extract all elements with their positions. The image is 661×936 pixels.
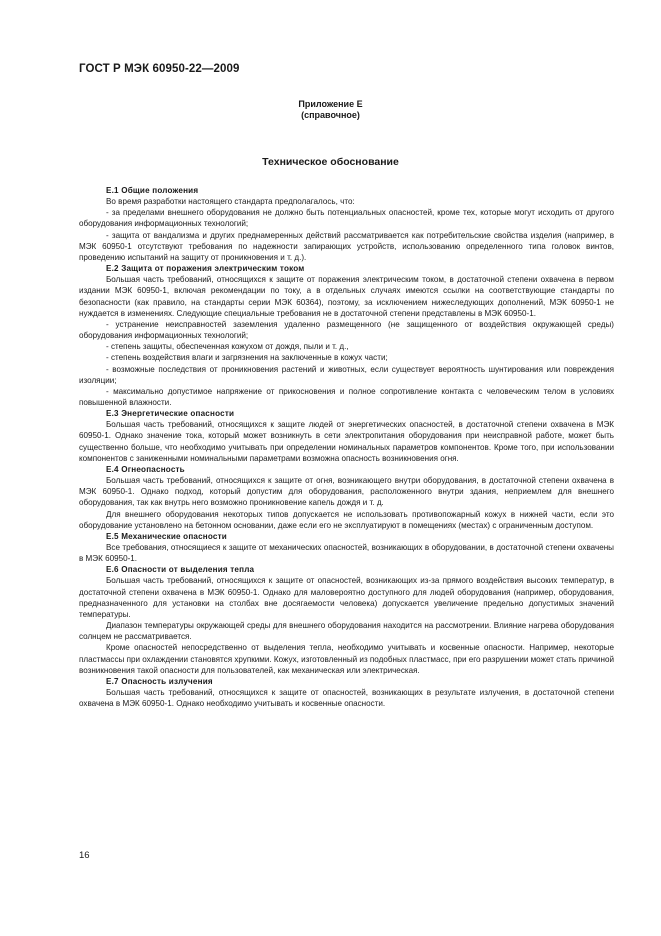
- annex-subtitle: (справочное): [301, 110, 360, 120]
- paragraph: Для внешнего оборудования некоторых типов допускается не использовать противопожарный кожух в нижней части, если это оборудование установлено на бетонном основании, даже если его не эксплуатируют в помещениях (местах) с ограниченным доступом.: [79, 509, 614, 530]
- annex-heading: [0, 99, 661, 121]
- paragraph: Большая часть требований, относящихся к защите от огня, возникающего внутри оборудования, в достаточной степени охвачена в МЭК 60950-1. Однако подход, который допустим для оборудования, расположенного внутри здания, неприемлем для внешнего оборудования, так как внутрь него возможно проникновение капель дождя и т. д.: [79, 476, 614, 508]
- paragraph: Во время разработки настоящего стандарта предполагалось, что:: [106, 197, 355, 207]
- paragraph: Большая часть требований, относящихся к защите людей от энергетических опасностей, в достаточной степени охвачена в МЭК 60950-1. Однако значение тока, который может возникнуть в сети электропитания оборудования при неисправной работе, может быть существенно больше, что необходимо учитывать при определении номинальных параметров компонентов. Кроме того, при использовании компонентов с заниженными номинальными параметрами возможна опасность возникновения огня.: [79, 420, 614, 463]
- paragraph: - степень воздействия влаги и загрязнения на заключенные в кожух части;: [106, 353, 388, 363]
- annex-title: Приложение Е: [298, 99, 363, 109]
- main-title: Техническое обоснование: [262, 156, 399, 168]
- page-number: 16: [79, 850, 90, 861]
- paragraph: Большая часть требований, относящихся к защите от поражения электрическим током, в достаточной степени охвачена в первом издании МЭК 60950-1, включая рекомендации по току, а в отдельных случаях имеются ссылки на соответствующие стандарты по безопасности (как правило, на стандарты серии МЭК 60364), поэтому, за исключением нижеследующих дополнений, МЭК 60950-1 не нуждается в изменениях. Следующие специальные требования не в достаточной степени представлены в МЭК 60950-1.: [79, 275, 614, 318]
- paragraph: - степень защиты, обеспеченная кожухом от дождя, пыли и т. д.,: [106, 342, 349, 352]
- paragraph: - возможные последствия от проникновения растений и животных, если существует вероятность шунтирования или повреждения изоляции;: [79, 364, 614, 385]
- document-body: [79, 185, 614, 709]
- section-heading: Е.5 Механические опасности: [106, 531, 227, 541]
- paragraph: - устранение неисправностей заземления удаленно размещенного (не защищенного от воздействия окружающей среды) оборудования информационных технологий;: [79, 319, 614, 341]
- paragraph: Большая часть требований, относящихся к защите от опасностей, возникающих в результате излучения, в достаточной степени охвачена в МЭК 60950-1. Однако необходимо учитывать и косвенные опасности.: [79, 688, 614, 709]
- paragraph: - максимально допустимое напряжение от прикосновения и полное сопротивление контакта с человеческим телом в условиях повышенной влажности.: [79, 386, 614, 407]
- section-heading: Е.3 Энергетические опасности: [106, 409, 235, 419]
- paragraph: Все требования, относящиеся к защите от механических опасностей, возникающих в оборудовании, в достаточной степени охвачены в МЭК 60950-1.: [79, 543, 614, 564]
- section-heading: Е.4 Огнеопасность: [106, 464, 185, 474]
- paragraph: Большая часть требований, относящихся к защите от опасностей, возникающих из-за прямого воздействия высоких температур, в достаточной степени охвачена в МЭК 60950-1. Однако для маловероятно доступного для людей оборудования (например, оборудования, предназначенного для установки на столбах вне досягаемости человека) допускается увеличение предельно допустимых значений температуры.: [79, 576, 614, 619]
- paragraph: Диапазон температуры окружающей среды для внешнего оборудования находится на рассмотрении. Влияние нагрева оборудования солнцем не рассматривается.: [79, 621, 614, 642]
- paragraph: - за пределами внешнего оборудования не должно быть потенциальных опасностей, кроме тех, которые могут исходить от другого оборудования информационных технологий;: [79, 208, 614, 229]
- paragraph: Кроме опасностей непосредственно от выделения тепла, необходимо учитывать и косвенные опасности. Например, некоторые пластмассы при охлаждении становятся хрупкими. Кожух, изготовленный из подобных пластмасс, при его разрушении может стать причиной возникновения такой опасности для пользователей, как механическая или электрическая.: [79, 643, 614, 675]
- document-code: ГОСТ Р МЭК 60950-22—2009: [79, 63, 240, 75]
- paragraph: - защита от вандализма и других преднамеренных действий рассматривается как потребительские свойства изделия (например, в МЭК 60950-1 отсутствуют требования по надежности запирающих устройств, использованию определенного типа головок винтов, проведению испытаний на защиту от проникновения и т. д.).: [79, 230, 614, 262]
- section-heading: Е.6 Опасности от выделения тепла: [106, 565, 255, 575]
- section-heading: Е.1 Общие положения: [106, 186, 199, 195]
- section-heading: Е.7 Опасность излучения: [106, 676, 213, 686]
- section-heading: Е.2 Защита от поражения электрическим током: [106, 264, 305, 274]
